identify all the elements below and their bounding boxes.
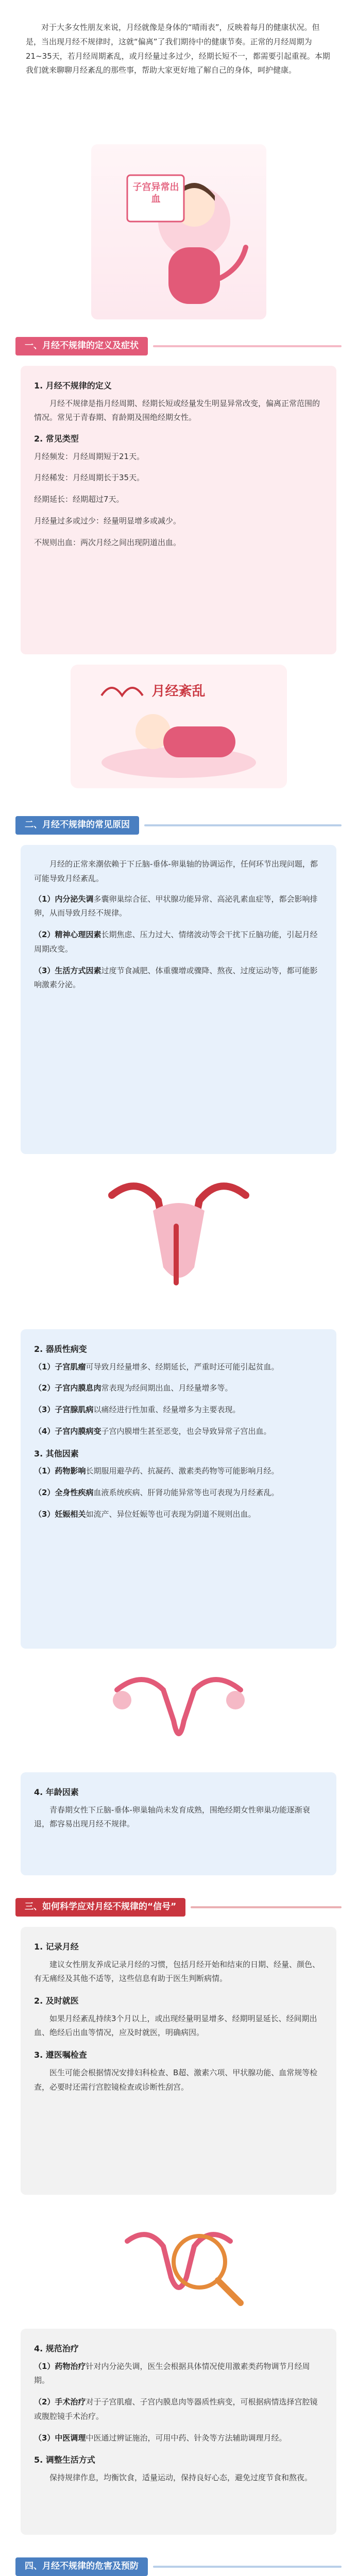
- cause-item: [34, 928, 323, 957]
- other-item: [34, 1486, 323, 1500]
- magnifier-uterus-diagram: [96, 2205, 261, 2308]
- cause-text: 长期焦虑、压力过大、情绪波动等会干扰下丘脑功能，引起月经周期改变。: [34, 930, 318, 954]
- advice-item: [34, 1993, 323, 2040]
- treat-item: [34, 2395, 323, 2424]
- treat-text: 针对内分泌失调，医生会根据具体情况使用激素类药物调节月经周期。: [34, 2361, 310, 2385]
- ovary-illustration: [0, 1659, 357, 1762]
- organic-head: （4）子宫内膜病变: [34, 1426, 101, 1436]
- type-item: 月经稀发：月经周期长于35天。: [34, 473, 145, 483]
- life-text: 保持规律作息，均衡饮食，适量运动，保持良好心态，避免过度节食和熬夜。: [49, 2472, 313, 2482]
- cause-head: （1）内分泌失调: [34, 894, 94, 904]
- type-item: 月经频发：月经周期短于21天。: [34, 451, 145, 461]
- section2-card-b: [21, 1329, 336, 1649]
- other-head: （3）妊娠相关: [34, 1509, 86, 1519]
- uterus-diagram: [91, 1164, 266, 1309]
- advice-text: 如果月经紊乱持续3个月以上，或出现经量明显增多、经期明显延长、经间期出血、绝经后出血等情况，应及时就医，明确病因。: [34, 2013, 317, 2038]
- ovary-diagram: [101, 1659, 256, 1752]
- advice-text: 医生可能会根据情况安排妇科检查、B超、激素六项、甲状腺功能、血常规等检查，必要时还需行宫腔镜检查或诊断性刮宫。: [34, 2067, 318, 2092]
- other-text: 长期服用避孕药、抗凝药、激素类药物等可能影响月经。: [86, 1466, 279, 1476]
- hero-image: [91, 144, 266, 319]
- other-head: （2）全身性疾病: [34, 1487, 94, 1497]
- organic-head: （1）子宫肌瘤: [34, 1362, 86, 1371]
- age-text: 青春期女性下丘脑-垂体-卵巢轴尚未发育成熟，围绝经期女性卵巢功能逐渐衰退，都容易出现月经不规律。: [34, 1805, 310, 1829]
- section4-title-text: 四、月经不规律的危害及预防: [15, 2557, 148, 2576]
- other-text: 血液系统疾病、肝肾功能异常等也可表现为月经紊乱。: [93, 1487, 279, 1497]
- organic-text: 子宫内膜增生甚至恶变，也会导致异常子宫出血。: [101, 1426, 271, 1436]
- other-head: （1）药物影响: [34, 1466, 86, 1476]
- organic-heading: 2. 器质性病变: [34, 1344, 87, 1354]
- other-item: [34, 1464, 323, 1479]
- section3-card-a: [21, 1927, 336, 2195]
- section2-title-text: 二、月经不规律的常见原因: [15, 816, 139, 835]
- section2-title: [15, 814, 342, 837]
- woman-holding-sign-illustration: [91, 144, 266, 319]
- section2-title-rule: [144, 824, 342, 826]
- organic-text: 可导致月经量增多、经期延长，严重时还可能引起贫血。: [86, 1362, 279, 1371]
- treat-text: 中医通过辨证施治，可用中药、针灸等方法辅助调理月经。: [86, 2433, 287, 2443]
- advice-head: 3. 遵医嘱检查: [34, 2050, 87, 2060]
- cause-head: （2）精神心理因素: [34, 930, 101, 939]
- life-heading: 5. 调整生活方式: [34, 2455, 95, 2465]
- section2-card-a: [21, 845, 336, 1154]
- cause-text: 过度节食减肥、体重骤增或骤降、熬夜、过度运动等，都可能影响激素分泌。: [34, 965, 318, 990]
- organic-text: 常表现为经间期出血、月经量增多等。: [101, 1383, 233, 1393]
- treat-head: （3）中医调理: [34, 2433, 86, 2443]
- cause-head: （3）生活方式因素: [34, 965, 101, 975]
- advice-head: 1. 记录月经: [34, 1942, 79, 1952]
- treat-heading: 4. 规范治疗: [34, 2344, 79, 2353]
- intro-paragraph: 对于大多女性朋友来说，月经就像是身体的“晴雨表”，反映着每月的健康状况。但是，当出现月经不规律时，这就“偏离”了我们期待中的健康节奏。正常的月经周期为21~35天，若月经周期紊乱，或月经量过多过少，经期长短不一，都需要引起重视。本期我们就来聊聊月经紊乱的那些事，帮助大家更好地了解自己的身体，呵护健康。: [26, 23, 330, 75]
- other-item: [34, 1507, 323, 1522]
- cause-item: [34, 892, 323, 921]
- advice-text: 建议女性朋友养成记录月经的习惯，包括月经开始和结束的日期、经量、颜色、有无痛经及其他不适等，这些信息有助于医生判断病情。: [34, 1959, 320, 1984]
- section3-title-rule: [191, 1906, 342, 1908]
- other-text: 如流产、异位妊娠等也可表现为阴道不规则出血。: [86, 1509, 256, 1519]
- other-heading: 3. 其他因素: [34, 1448, 79, 1459]
- uterus-illustration: [0, 1164, 357, 1319]
- organic-text: 以痛经进行性加重、经量增多为主要表现。: [93, 1405, 241, 1415]
- treat-item: [34, 2360, 323, 2388]
- treat-item: [34, 2431, 323, 2446]
- section3-title: [15, 1896, 342, 1919]
- treat-text: 对于子宫肌瘤、子宫内膜息肉等器质性病变，可根据病情选择宫腔镜或腹腔镜手术治疗。: [34, 2397, 318, 2421]
- types-heading: 2. 常见类型: [34, 434, 79, 444]
- section4-title-rule: [153, 2566, 342, 2568]
- menstrual-disorder-illustration: [0, 665, 357, 799]
- hero-illustration: [0, 139, 357, 325]
- type-item: 月经量过多或过少：经量明显增多或减少。: [34, 516, 181, 526]
- hero-sign-text: 子宫异常出血: [132, 182, 179, 205]
- organic-head: （2）子宫内膜息肉: [34, 1383, 101, 1393]
- definition-text: 月经不规律是指月经周期、经期长短或经量发生明显异常改变，偏离正常范围的情况。常见于青春期、育龄期及围绝经期女性。: [34, 398, 320, 422]
- section1-title-rule: [153, 345, 342, 347]
- definition-heading: 1. 月经不规律的定义: [34, 381, 112, 391]
- section3-card-b: [21, 2329, 336, 2535]
- section2-card-c: [21, 1772, 336, 1875]
- advice-item: [34, 1939, 323, 1986]
- section2-intro: 月经的正常来潮依赖于下丘脑-垂体-卵巢轴的协调运作，任何环节出现问题，都可能导致月经紊乱。: [34, 859, 318, 883]
- section1-title-text: 一、月经不规律的定义及症状: [15, 337, 148, 355]
- organic-item: [34, 1360, 323, 1375]
- section1-card: [21, 366, 336, 654]
- treat-head: （1）药物治疗: [34, 2361, 86, 2371]
- section1-title: [15, 335, 342, 358]
- organic-item: [34, 1425, 323, 1439]
- age-heading: 4. 年龄因素: [34, 1787, 79, 1797]
- organic-head: （3）子宫腺肌病: [34, 1405, 94, 1415]
- organic-item: [34, 1403, 323, 1417]
- advice-head: 2. 及时就医: [34, 1996, 79, 2006]
- cause-item: [34, 964, 323, 993]
- type-item: 经期延长：经期超过7天。: [34, 495, 124, 504]
- treat-head: （2）手术治疗: [34, 2397, 86, 2407]
- type-item: 不规则出血：两次月经之间出现阴道出血。: [34, 537, 181, 547]
- advice-item: [34, 2047, 323, 2094]
- illustration-caption: 月经紊乱: [151, 684, 206, 699]
- magnifier-illustration: [0, 2205, 357, 2318]
- section3-title-text: 三、如何科学应对月经不规律的“信号”: [15, 1898, 185, 1917]
- section4-title: [15, 2555, 342, 2576]
- organic-item: [34, 1381, 323, 1396]
- cause-text: 多囊卵巢综合征、甲状腺功能异常、高泌乳素血症等，都会影响排卵，从而导致月经不规律。: [34, 894, 318, 918]
